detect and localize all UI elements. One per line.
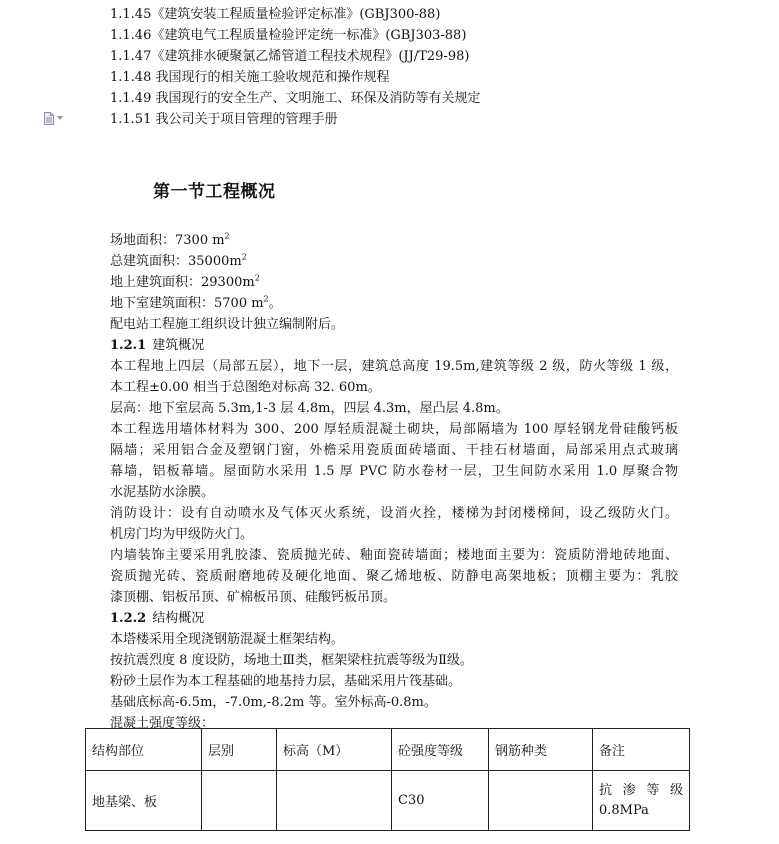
concrete-grade-table xyxy=(85,728,690,831)
structure-line: 粉砂土层作为本工程基础的地基持力层，基础采用片筏基础。 xyxy=(110,674,462,689)
structure-line: 本塔楼采用全现浇钢筋混凝土框架结构。 xyxy=(110,632,345,647)
table-cell: C30 xyxy=(392,771,489,831)
table-note-cell xyxy=(593,771,690,831)
reference-item: 1.1.45《建筑安装工程质量检验评定标准》(GBJ300-88) xyxy=(110,7,441,22)
table-header-cell: 砼强度等级 xyxy=(392,729,489,771)
note-line: 0.8MPa xyxy=(599,802,649,818)
reference-item: 1.1.49 我国现行的安全生产、文明施工、环保及消防等有关规定 xyxy=(110,91,481,106)
document-icon xyxy=(44,112,54,125)
table-header-cell: 层别 xyxy=(202,729,277,771)
building-paragraph-line: 隔墙；采用铝合金及塑钢门窗，外檐采用瓷质面砖墙面、干挂石材墙面，局部采用点式玻璃 xyxy=(110,443,678,458)
basement-area-line: 地下室建筑面积：5700 $m^2$。 xyxy=(110,294,282,311)
table-cell xyxy=(202,771,277,831)
fire-design-line: 机房门均为甲级防火门。 xyxy=(110,527,254,542)
table-header-row xyxy=(86,729,690,771)
building-paragraph-line: 幕墙，铝板幕墙。屋面防水采用 1.5 厚 PVC 防水卷材一层，卫生间防水采用 1.0 厚聚合物 xyxy=(110,464,678,479)
table-header-cell: 结构部位 xyxy=(86,729,202,771)
building-paragraph-line: 本工程地上四层（局部五层），地下一层，建筑总高度 19.5m,建筑等级 2 级，防火等级 1 级， xyxy=(110,359,678,374)
finishes-line: 漆顶棚、铝板吊顶、矿棉板吊顶、硅酸钙板吊顶。 xyxy=(110,590,397,605)
reference-item: 1.1.48 我国现行的相关施工验收规范和操作规程 xyxy=(110,70,390,85)
reference-item: 1.1.47《建筑排水硬聚氯乙烯管道工程技术规程》(JJ/T29-98) xyxy=(110,49,470,64)
building-paragraph-line: 层高：地下室层高 5.3m,1-3 层 4.8m，四层 4.3m，屋凸层 4.8m。 xyxy=(110,401,509,416)
table-cell xyxy=(489,771,593,831)
structure-line: 基础底标高-6.5m，-7.0m,-8.2m 等。室外标高-0.8m。 xyxy=(110,695,437,710)
table-cell: 地基梁、板 xyxy=(86,771,202,831)
reference-item: 1.1.46《建筑电气工程质量检验评定统一标准》(GBJ303-88) xyxy=(110,28,467,43)
structure-line: 按抗震烈度 8 度设防，场地土Ⅲ类，框架梁柱抗震等级为Ⅱ级。 xyxy=(110,653,473,668)
note-line: 抗 渗 等 级 xyxy=(599,782,683,798)
table-header-cell: 备注 xyxy=(593,729,690,771)
building-paragraph-line: 本工程±0.00 相当于总图绝对标高 32. 60m。 xyxy=(110,380,381,395)
paragraph-marker[interactable] xyxy=(44,110,68,126)
building-paragraph-line: 本工程选用墙体材料为 300、200 厚轻质混凝土砌块，局部隔墙为 100 厚轻钢龙骨硅酸钙板 xyxy=(110,422,678,437)
reference-list xyxy=(110,4,480,130)
subsection-heading: 1.2.2 结构概况 xyxy=(110,611,205,626)
subsection-heading: 1.2.1 建筑概况 xyxy=(110,338,205,353)
table-cell xyxy=(277,771,392,831)
table-row xyxy=(86,771,690,831)
finishes-line: 内墙装饰主要采用乳胶漆、瓷质抛光砖、釉面瓷砖墙面；楼地面主要为：瓷质防滑地砖地面、 xyxy=(110,548,678,563)
table-header-cell: 标高（M） xyxy=(277,729,392,771)
building-paragraph-line: 水泥基防水涂膜。 xyxy=(110,485,215,500)
structure-line: 混凝土强度等级： xyxy=(110,716,215,731)
site-area-line: 场地面积：7300 $m^2$ xyxy=(110,231,230,248)
section-title: 第一节工程概况 xyxy=(153,182,276,202)
total-area-line: 总建筑面积：$35000m^2$ xyxy=(110,252,247,269)
caret-down-icon xyxy=(57,116,63,120)
substation-note: 配电站工程施工组织设计独立编制附后。 xyxy=(110,317,345,332)
fire-design-line: 消防设计：设有自动喷水及气体灭火系统，设消火拴，楼梯为封闭楼梯间，设乙级防火门。 xyxy=(110,506,678,521)
table-header-cell: 钢筋种类 xyxy=(489,729,593,771)
overview-body xyxy=(110,230,678,734)
reference-item: 1.1.51 我公司关于项目管理的管理手册 xyxy=(110,112,338,127)
finishes-line: 瓷质抛光砖、瓷质耐磨地砖及硬化地面、聚乙烯地板、防静电高架地板；顶棚主要为：乳胶 xyxy=(110,569,678,584)
above-ground-area-line: 地上建筑面积：$29300m^2$ xyxy=(110,273,260,290)
